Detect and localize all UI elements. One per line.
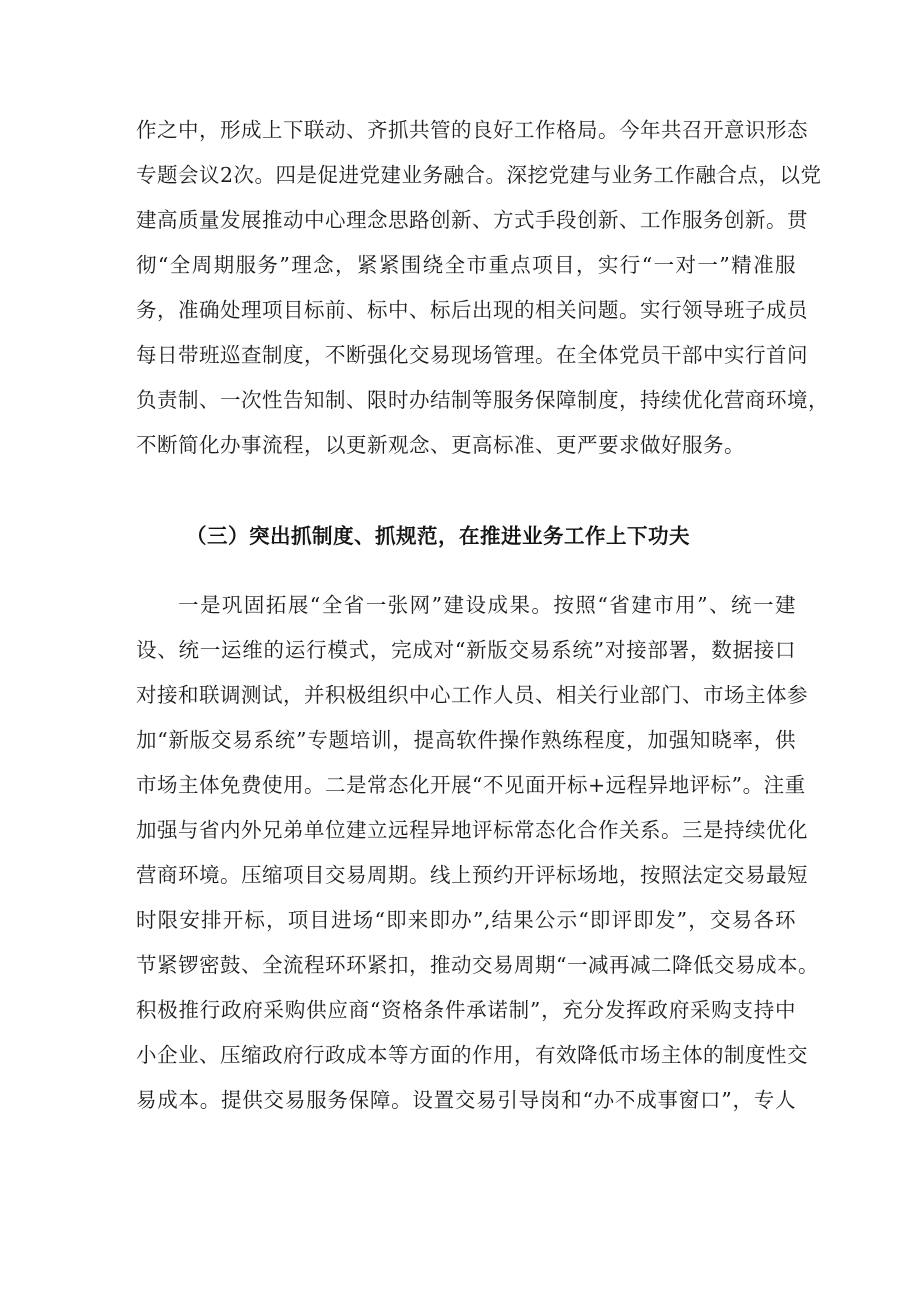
paragraph-2-line: 设、统一运维的运行模式，完成对“新版交易系统”对接部署，数据接口 <box>136 638 796 662</box>
paragraph-2-line: 节紧锣密鼓、全流程环环紧扣，推动交易周期“一减再减二降低交易成本。 <box>136 953 819 977</box>
paragraph-1-line: 作之中，形成上下联动、齐抓共管的良好工作格局。今年共召开意识形态 <box>136 118 808 142</box>
paragraph-2-line: 加强与省内外兄弟单位建立远程异地评标常态化合作关系。三是持续优化 <box>136 818 808 842</box>
paragraph-2-line: 易成本。提供交易服务保障。设置交易引导岗和“办不成事窗口”，专人 <box>136 1088 796 1112</box>
paragraph-1-line: 不断简化办事流程，以更新观念、更高标准、更严要求做好服务。 <box>136 433 745 457</box>
paragraph-2-line: 市场主体免费使用。二是常态化开展“不见面开标+远程异地评标”。注重 <box>136 773 806 797</box>
paragraph-1-line: 负责制、一次性告知制、限时办结制等服务保障制度，持续优化营商环境， <box>136 388 829 412</box>
paragraph-1-line: 务，准确处理项目标前、标中、标后出现的相关问题。实行领导班子成员 <box>136 298 808 322</box>
paragraph-2-line: 小企业、压缩政府行政成本等方面的作用，有效降低市场主体的制度性交 <box>136 1043 808 1067</box>
paragraph-2-line: 加“新版交易系统”专题培训，提高软件操作熟练程度，加强知晓率，供 <box>136 728 796 752</box>
paragraph-1-line: 彻“全周期服务”理念，紧紧围绕全市重点项目，实行“一对一”精准服 <box>136 253 796 277</box>
section-heading: （三）突出抓制度、抓规范，在推进业务工作上下功夫 <box>186 524 690 548</box>
paragraph-1-line: 建高质量发展推动中心理念思路创新、方式手段创新、工作服务创新。贯 <box>136 208 808 232</box>
paragraph-1-line: 每日带班巡查制度，不断强化交易现场管理。在全体党员干部中实行首问 <box>136 343 808 367</box>
paragraph-2-line: 一是巩固拓展“全省一张网”建设成果。按照“省建市用”、统一建 <box>178 593 796 617</box>
paragraph-2-line: 时限安排开标，项目进场“即来即办”,结果公示“即评即发”，交易各环 <box>136 908 796 932</box>
paragraph-1-line: 专题会议2次。四是促进党建业务融合。深挖党建与业务工作融合点，以党 <box>136 163 822 187</box>
paragraph-2-line: 积极推行政府采购供应商“资格条件承诺制”，充分发挥政府采购支持中 <box>136 998 796 1022</box>
paragraph-2-line: 营商环境。压缩项目交易周期。线上预约开评标场地，按照法定交易最短 <box>136 863 808 887</box>
paragraph-2-line: 对接和联调测试，并积极组织中心工作人员、相关行业部门、市场主体参 <box>136 683 808 707</box>
